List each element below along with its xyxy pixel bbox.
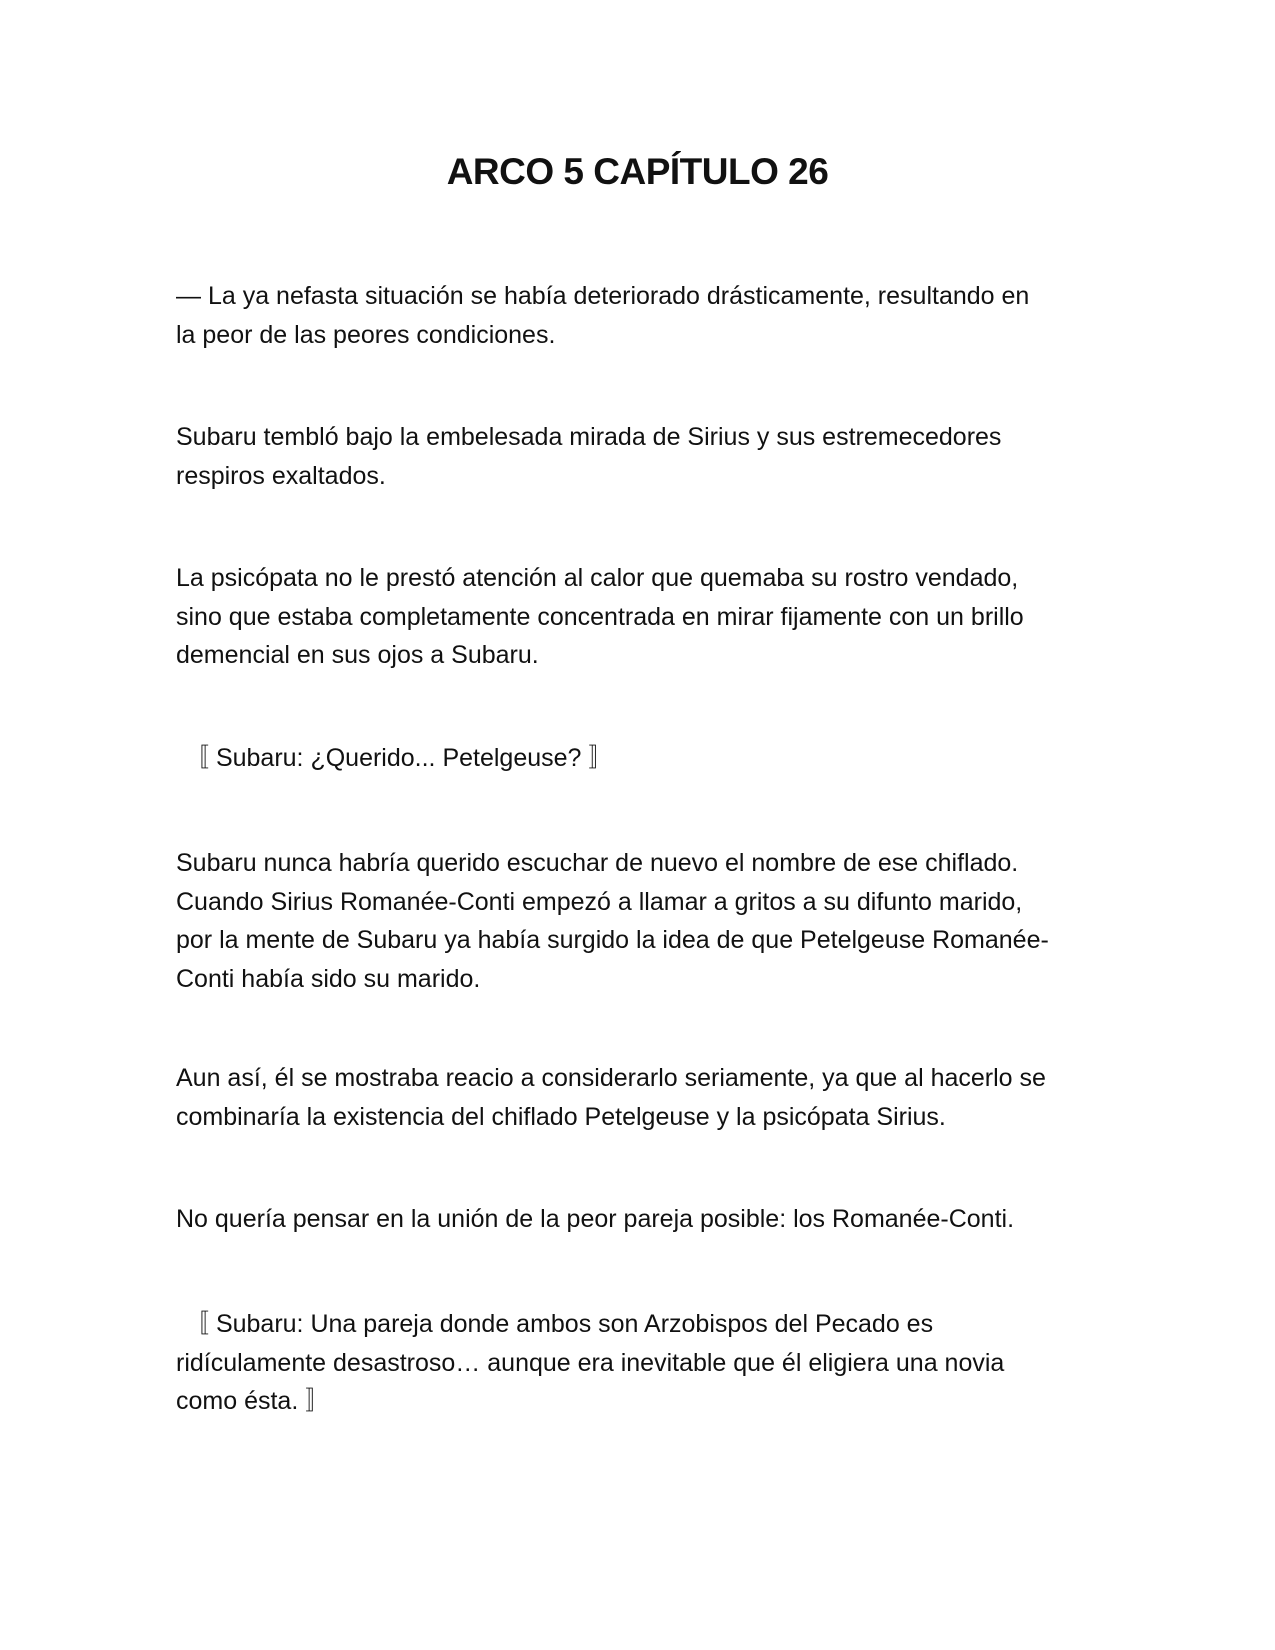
paragraph-3: La psicópata no le prestó atención al calor que quemaba su rostro vendado, sino que estaba completamente concentrada en mirar fijamente con un brillo demencial en sus ojos a Subaru. (176, 564, 1024, 669)
paragraph-5: Aun así, él se mostraba reacio a considerarlo seriamente, ya que al hacerlo se combinaría la existencia del chiflado Petelgeuse y la psicópata Sirius. (176, 1064, 1046, 1131)
dialogue-2: 〚 Subaru: Una pareja donde ambos son Arzobispos del Pecado es ridículamente desastroso… aunque era inevitable que él eligiera una novia como ésta. 〛 (176, 1310, 1005, 1415)
paragraph-4: Subaru nunca habría querido escuchar de nuevo el nombre de ese chiflado. Cuando Sirius Romanée-Conti empezó a llamar a gritos a su difunto marido, por la mente de Subaru ya había surgido la idea de que Petelgeuse Romanée- Conti había sido su marido. (176, 849, 1049, 993)
dialogue-1: 〚 Subaru: ¿Querido... Petelgeuse? 〛 (184, 744, 614, 772)
chapter-title: ARCO 5 CAPÍTULO 26 (446, 151, 829, 192)
paragraph-2: Subaru tembló bajo la embelesada mirada de Sirius y sus estremecedores respiros exaltados. (176, 423, 1002, 490)
paragraph-6: No quería pensar en la unión de la peor pareja posible: los Romanée-Conti. (176, 1205, 1015, 1233)
paragraph-1: — La ya nefasta situación se había deteriorado drásticamente, resultando en la peor de las peores condiciones. (176, 282, 1030, 349)
